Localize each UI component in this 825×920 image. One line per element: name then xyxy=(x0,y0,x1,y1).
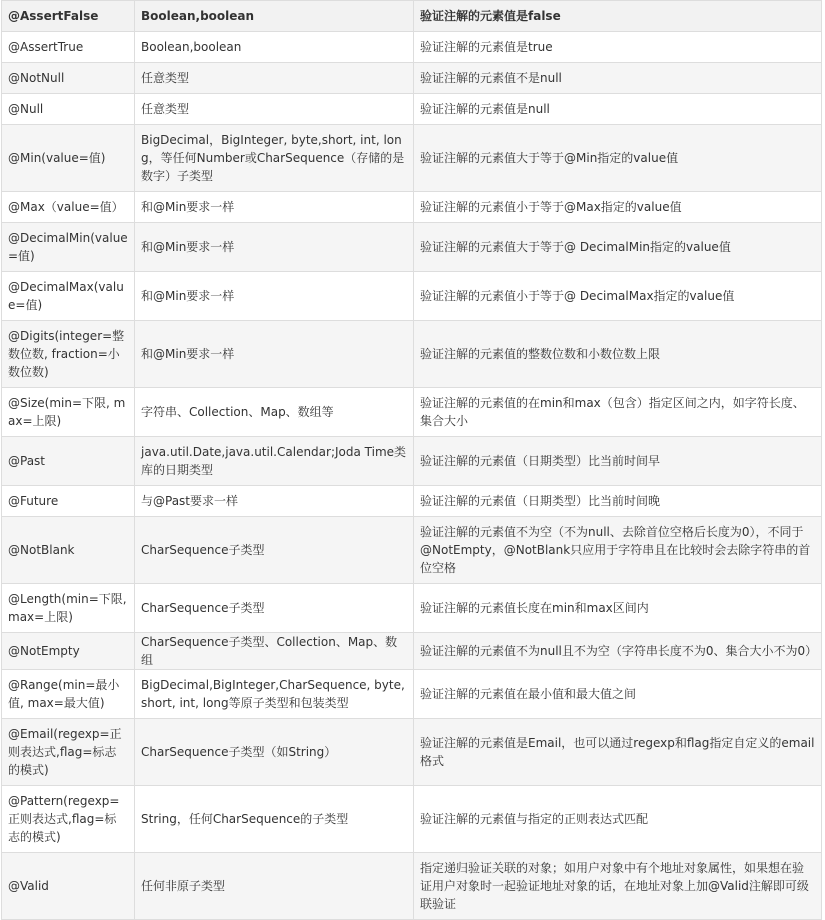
table-row xyxy=(2,125,822,192)
table-row xyxy=(2,517,822,584)
annotation-cell: @Max（value=值） xyxy=(2,192,135,223)
table-row xyxy=(2,94,822,125)
description-cell: 验证注解的元素值与指定的正则表达式匹配 xyxy=(414,786,822,853)
description-cell: 验证注解的元素值的在min和max（包含）指定区间之内，如字符长度、集合大小 xyxy=(414,388,822,437)
description-cell: 验证注解的元素值是true xyxy=(414,32,822,63)
annotation-cell: @Size(min=下限, max=上限) xyxy=(2,388,135,437)
header-supported-types: Boolean,boolean xyxy=(135,1,414,32)
table-row xyxy=(2,272,822,321)
annotation-cell: @Range(min=最小值, max=最大值) xyxy=(2,670,135,719)
table-row xyxy=(2,63,822,94)
table-row xyxy=(2,786,822,853)
annotation-cell: @Email(regexp=正则表达式,flag=标志的模式) xyxy=(2,719,135,786)
annotation-cell: @Valid xyxy=(2,853,135,920)
description-cell: 验证注解的元素值的整数位数和小数位数上限 xyxy=(414,321,822,388)
table-row xyxy=(2,223,822,272)
annotation-cell: @Digits(integer=整数位数, fraction=小数位数) xyxy=(2,321,135,388)
annotation-cell: @NotEmpty xyxy=(2,633,135,670)
description-cell: 验证注解的元素值不是null xyxy=(414,63,822,94)
description-cell: 验证注解的元素值不为null且不为空（字符串长度不为0、集合大小不为0） xyxy=(414,633,822,670)
table-row xyxy=(2,192,822,223)
description-cell: 指定递归验证关联的对象；如用户对象中有个地址对象属性，如果想在验证用户对象时一起验证地址对象的话，在地址对象上加@Valid注解即可级联验证 xyxy=(414,853,822,920)
annotation-cell: @NotNull xyxy=(2,63,135,94)
description-cell: 验证注解的元素值（日期类型）比当前时间早 xyxy=(414,437,822,486)
table-row xyxy=(2,670,822,719)
description-cell: 验证注解的元素值是Email，也可以通过regexp和flag指定自定义的email格式 xyxy=(414,719,822,786)
annotation-cell: @NotBlank xyxy=(2,517,135,584)
type-cell: CharSequence子类型、Collection、Map、数组 xyxy=(135,633,414,670)
annotation-cell: @Min(value=值) xyxy=(2,125,135,192)
description-cell: 验证注解的元素值是null xyxy=(414,94,822,125)
description-cell: 验证注解的元素值大于等于@Min指定的value值 xyxy=(414,125,822,192)
table-row xyxy=(2,486,822,517)
annotation-cell: @AssertTrue xyxy=(2,32,135,63)
annotation-cell: @Length(min=下限, max=上限) xyxy=(2,584,135,633)
annotation-cell: @Past xyxy=(2,437,135,486)
type-cell: 和@Min要求一样 xyxy=(135,321,414,388)
description-cell: 验证注解的元素值小于等于@Max指定的value值 xyxy=(414,192,822,223)
type-cell: BigDecimal，BigInteger, byte,short, int, long，等任何Number或CharSequence（存储的是数字）子类型 xyxy=(135,125,414,192)
header-description: 验证注解的元素值是false xyxy=(414,1,822,32)
annotation-table xyxy=(1,0,822,920)
table-row xyxy=(2,719,822,786)
type-cell: String，任何CharSequence的子类型 xyxy=(135,786,414,853)
description-cell: 验证注解的元素值（日期类型）比当前时间晚 xyxy=(414,486,822,517)
type-cell: 字符串、Collection、Map、数组等 xyxy=(135,388,414,437)
type-cell: CharSequence子类型（如String） xyxy=(135,719,414,786)
table-row xyxy=(2,321,822,388)
annotation-cell: @DecimalMin(value=值) xyxy=(2,223,135,272)
type-cell: 任意类型 xyxy=(135,63,414,94)
type-cell: 任意类型 xyxy=(135,94,414,125)
type-cell: 和@Min要求一样 xyxy=(135,192,414,223)
description-cell: 验证注解的元素值大于等于@ DecimalMin指定的value值 xyxy=(414,223,822,272)
type-cell: CharSequence子类型 xyxy=(135,584,414,633)
annotation-cell: @Null xyxy=(2,94,135,125)
annotation-cell: @Pattern(regexp=正则表达式,flag=标志的模式) xyxy=(2,786,135,853)
table-header-row xyxy=(2,1,822,32)
table-row xyxy=(2,388,822,437)
table-row xyxy=(2,853,822,920)
description-cell: 验证注解的元素值在最小值和最大值之间 xyxy=(414,670,822,719)
table-row xyxy=(2,633,822,670)
table-row xyxy=(2,32,822,63)
description-cell: 验证注解的元素值长度在min和max区间内 xyxy=(414,584,822,633)
description-cell: 验证注解的元素值不为空（不为null、去除首位空格后长度为0），不同于@NotEmpty，@NotBlank只应用于字符串且在比较时会去除字符串的首位空格 xyxy=(414,517,822,584)
type-cell: java.util.Date,java.util.Calendar;Joda Time类库的日期类型 xyxy=(135,437,414,486)
type-cell: Boolean,boolean xyxy=(135,32,414,63)
type-cell: CharSequence子类型 xyxy=(135,517,414,584)
type-cell: 和@Min要求一样 xyxy=(135,223,414,272)
annotation-cell: @DecimalMax(value=值) xyxy=(2,272,135,321)
table-row xyxy=(2,584,822,633)
type-cell: 任何非原子类型 xyxy=(135,853,414,920)
description-cell: 验证注解的元素值小于等于@ DecimalMax指定的value值 xyxy=(414,272,822,321)
type-cell: 与@Past要求一样 xyxy=(135,486,414,517)
header-annotation: @AssertFalse xyxy=(2,1,135,32)
type-cell: 和@Min要求一样 xyxy=(135,272,414,321)
annotation-cell: @Future xyxy=(2,486,135,517)
table-row xyxy=(2,437,822,486)
type-cell: BigDecimal,BigInteger,CharSequence, byte, short, int, long等原子类型和包装类型 xyxy=(135,670,414,719)
